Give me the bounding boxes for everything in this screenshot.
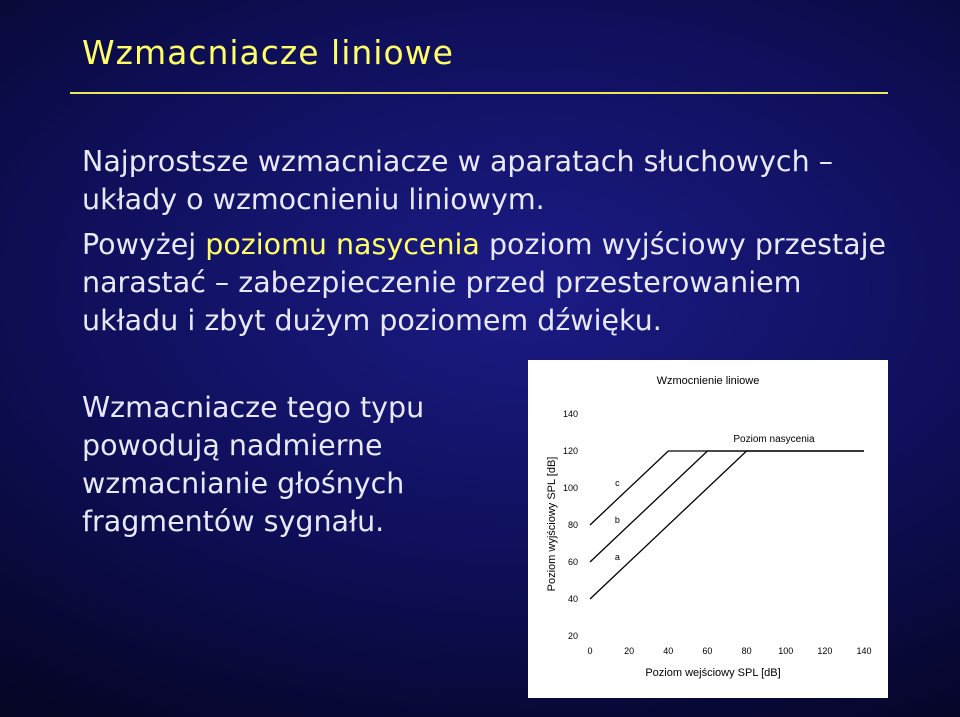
paragraph-drawback: Wzmacniacze tego typu powodują nadmierne wzmacnianie głośnych fragmentów sygnału. bbox=[82, 391, 425, 538]
chart-annotation: Poziom nasycenia bbox=[733, 433, 815, 445]
chart-annotation: c bbox=[615, 478, 620, 489]
title-divider bbox=[70, 92, 888, 94]
x-tick-label: 60 bbox=[702, 646, 713, 656]
paragraph-intro: Najprostsze wzmacniacze w aparatach słuchowych – układy o wzmocnieniu liniowym. bbox=[82, 145, 833, 216]
x-tick-label: 140 bbox=[856, 646, 872, 656]
x-tick-label: 120 bbox=[817, 646, 833, 656]
paragraph-saturation-start: Powyżej bbox=[82, 228, 206, 261]
chart-annotation: a bbox=[614, 552, 620, 563]
paragraph-saturation-end: poziom wyjściowy przestaje narastać – zabezpieczenie przed przesterowaniem układu i zbyt dużym poziomem dźwięku. bbox=[82, 228, 887, 337]
y-tick-label: 40 bbox=[567, 594, 578, 604]
x-tick-label: 100 bbox=[778, 646, 794, 656]
y-tick-label: 140 bbox=[562, 409, 578, 419]
series-line-b bbox=[590, 451, 864, 562]
series-line-c bbox=[590, 451, 864, 525]
y-tick-label: 60 bbox=[567, 557, 578, 567]
chart-title: Wzmocnienie liniowe bbox=[656, 375, 760, 387]
x-axis-label: Poziom wejściowy SPL [dB] bbox=[645, 667, 781, 679]
paragraph-saturation bbox=[82, 226, 902, 340]
x-tick-label: 80 bbox=[741, 646, 752, 656]
saturation-level-highlight: poziomu nasycenia bbox=[205, 228, 480, 261]
y-axis-label: Poziom wyjściowy SPL [dB] bbox=[546, 456, 558, 592]
series-line-a bbox=[590, 451, 864, 599]
x-tick-label: 0 bbox=[587, 646, 593, 656]
slide-title: Wzmacniacze liniowe bbox=[82, 33, 454, 72]
linear-gain-chart bbox=[528, 360, 888, 698]
y-tick-label: 80 bbox=[567, 520, 578, 530]
y-tick-label: 120 bbox=[562, 446, 578, 456]
chart-annotation: b bbox=[614, 515, 620, 526]
y-tick-label: 20 bbox=[567, 631, 578, 641]
y-tick-label: 100 bbox=[562, 483, 578, 493]
x-tick-label: 20 bbox=[624, 646, 635, 656]
x-tick-label: 40 bbox=[663, 646, 674, 656]
chart-canvas bbox=[528, 360, 888, 698]
